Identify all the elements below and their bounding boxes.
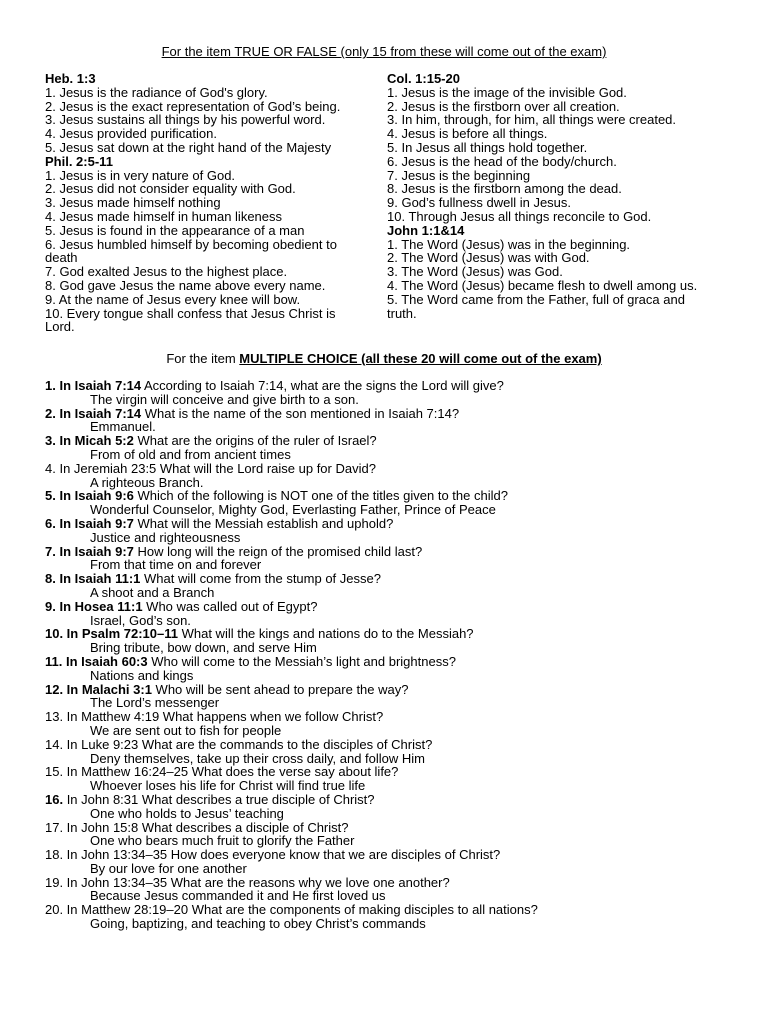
- question-reference: 6. In Isaiah 9:7: [45, 515, 134, 531]
- statement-item: 4. Jesus is before all things.: [387, 126, 548, 142]
- answer-text: A righteous Branch.: [90, 474, 204, 490]
- question-reference: 8. In Isaiah 11:1: [45, 571, 141, 587]
- statement-item: 1. Jesus is in very nature of God.: [45, 167, 236, 183]
- statement-item: 5. Jesus sat down at the right hand of the Majesty: [45, 139, 332, 155]
- answer-text: From that time on and forever: [90, 557, 262, 573]
- question-text: What will the kings and nations do to the Messiah?: [177, 626, 474, 642]
- question-item: [45, 489, 725, 517]
- question-item: [45, 572, 725, 600]
- section-title: John 1:1&14: [387, 222, 465, 238]
- question-item: [45, 765, 725, 793]
- question-reference: 3. In Micah 5:2: [45, 433, 134, 449]
- statement-item: 6. Jesus humbled himself by becoming obedient to death: [45, 236, 337, 266]
- statement-item: 7. God exalted Jesus to the highest place.: [45, 264, 288, 280]
- question-text: According to Isaiah 7:14, what are the signs the Lord will give?: [141, 378, 504, 393]
- statement-item: 8. Jesus is the firstborn among the dead.: [387, 181, 622, 197]
- heading-prefix: For the item: [166, 351, 240, 366]
- answer-text: Because Jesus commanded it and He first loved us: [90, 888, 386, 904]
- statement-item: 2. Jesus is the firstborn over all creation.: [387, 98, 620, 114]
- question-text: 15. In Matthew 16:24–25 What does the verse say about life?: [45, 764, 399, 780]
- question-text: What are the origins of the ruler of Israel?: [133, 433, 377, 449]
- answer-text: Justice and righteousness: [90, 529, 241, 545]
- true-false-heading: For the item TRUE OR FALSE (only 15 from these will come out of the exam): [161, 44, 607, 59]
- answer-text: One who bears much fruit to glorify the Father: [90, 833, 355, 849]
- question-line: [45, 572, 725, 586]
- statement-item: 8. God gave Jesus the name above every name.: [45, 277, 326, 293]
- answer-text: Wonderful Counselor, Mighty God, Everlasting Father, Prince of Peace: [90, 502, 496, 518]
- answer-text: The Lord’s messenger: [90, 695, 220, 711]
- statement-item: 1. The Word (Jesus) was in the beginning.: [387, 236, 631, 252]
- section-phil: [45, 155, 363, 334]
- heading-emphasis: MULTIPLE CHOICE (all these 20 will come out of the exam): [239, 351, 602, 366]
- answer-text: Emmanuel.: [90, 419, 156, 435]
- question-item: [45, 379, 725, 407]
- question-text: Who will be sent ahead to prepare the way?: [151, 681, 409, 697]
- statement-item: 9. At the name of Jesus every knee will bow.: [45, 291, 301, 307]
- answer-text: From of old and from ancient times: [90, 446, 291, 462]
- question-line: [45, 903, 725, 917]
- question-reference: 7. In Isaiah 9:7: [45, 543, 134, 559]
- question-line: [45, 848, 725, 862]
- question-item: [45, 517, 725, 545]
- question-line: [45, 600, 725, 614]
- answer-text: The virgin will conceive and give birth to a son.: [90, 391, 359, 407]
- statement-item: 1. Jesus is the radiance of God's glory.: [45, 84, 268, 100]
- section-title: Heb. 1:3: [45, 71, 96, 86]
- true-false-right-column: [387, 72, 707, 320]
- question-text: Who was called out of Egypt?: [142, 598, 318, 614]
- question-text: 14. In Luke 9:23 What are the commands to the disciples of Christ?: [45, 736, 433, 752]
- question-reference: 10. In Psalm 72:10–11: [45, 626, 178, 642]
- statement-item: 2. The Word (Jesus) was with God.: [387, 250, 590, 266]
- statement-item: 3. Jesus made himself nothing: [45, 195, 221, 211]
- question-line: [45, 793, 725, 807]
- statement-item: 2. Jesus is the exact representation of God’s being.: [45, 98, 341, 114]
- statement-item: 5. In Jesus all things hold together.: [387, 139, 588, 155]
- question-item: [45, 821, 725, 849]
- statement-item: 4. The Word (Jesus) became flesh to dwell among us.: [387, 277, 698, 293]
- question-text: In John 8:31 What describes a true disciple of Christ?: [63, 791, 375, 807]
- statement-item: 3. In him, through, for him, all things were created.: [387, 112, 677, 128]
- question-line: [45, 462, 725, 476]
- question-item: [45, 627, 725, 655]
- question-line: [45, 738, 725, 752]
- statement-item: 4. Jesus made himself in human likeness: [45, 208, 283, 224]
- statement-item: 7. Jesus is the beginning: [387, 167, 531, 183]
- question-text: Which of the following is NOT one of the titles given to the child?: [133, 488, 508, 504]
- statement-item: 4. Jesus provided purification.: [45, 126, 217, 142]
- question-line: [45, 434, 725, 448]
- answer-text: One who holds to Jesus’ teaching: [90, 805, 284, 821]
- statement-item: 6. Jesus is the head of the body/church.: [387, 153, 617, 169]
- question-line: [45, 765, 725, 779]
- question-reference: 9. In Hosea 11:1: [45, 598, 143, 614]
- question-line: [45, 545, 725, 559]
- question-reference: 11. In Isaiah 60:3: [45, 653, 148, 669]
- question-item: [45, 848, 725, 876]
- question-item: [45, 462, 725, 490]
- section-col: [387, 72, 707, 224]
- question-line: [45, 517, 725, 531]
- statement-item: 5. The Word came from the Father, full of graca and truth.: [387, 291, 685, 321]
- question-item: [45, 710, 725, 738]
- question-line: [45, 655, 725, 669]
- question-line: [45, 876, 725, 890]
- question-reference: 16.: [45, 791, 64, 807]
- question-text: What will come from the stump of Jesse?: [140, 571, 381, 587]
- answer-text: Israel, God’s son.: [90, 612, 191, 628]
- answer-text: Whoever loses his life for Christ will find true life: [90, 778, 366, 794]
- question-reference: 12. In Malachi 3:1: [45, 681, 152, 697]
- question-item: [45, 876, 725, 904]
- question-item: [45, 903, 725, 931]
- answer-text: Bring tribute, bow down, and serve Him: [90, 640, 317, 656]
- question-line: [45, 379, 725, 393]
- answer-text: By our love for one another: [90, 860, 247, 876]
- question-line: [45, 683, 725, 697]
- question-item: [45, 655, 725, 683]
- statement-item: 5. Jesus is found in the appearance of a man: [45, 222, 305, 238]
- answer-text: Nations and kings: [90, 667, 194, 683]
- question-line: [45, 821, 725, 835]
- question-item: [45, 738, 725, 766]
- section-heb: [45, 72, 363, 155]
- question-item: [45, 793, 725, 821]
- question-reference: 5. In Isaiah 9:6: [45, 488, 134, 504]
- question-text: What is the name of the son mentioned in Isaiah 7:14?: [141, 405, 460, 421]
- question-text: 13. In Matthew 4:19 What happens when we follow Christ?: [45, 709, 384, 725]
- statement-item: 9. God’s fullness dwell in Jesus.: [387, 195, 572, 211]
- question-text: Who will come to the Messiah’s light and brightness?: [147, 653, 456, 669]
- question-text: What will the Messiah establish and uphold?: [133, 515, 394, 531]
- statement-item: 10. Every tongue shall confess that Jesus Christ is Lord.: [45, 305, 336, 335]
- answer-text: Going, baptizing, and teaching to obey Christ’s commands: [90, 916, 426, 932]
- statement-item: 3. The Word (Jesus) was God.: [387, 264, 563, 280]
- question-reference: 2. In Isaiah 7:14: [45, 405, 142, 421]
- question-item: [45, 683, 725, 711]
- question-item: [45, 545, 725, 573]
- true-false-left-column: [45, 72, 363, 334]
- question-reference: 1. In Isaiah 7:14: [45, 378, 142, 393]
- question-line: [45, 710, 725, 724]
- statement-item: 3. Jesus sustains all things by his powerful word.: [45, 112, 326, 128]
- section-title: Phil. 2:5-11: [45, 153, 113, 169]
- question-text: 19. In John 13:34–35 What are the reasons why we love one another?: [45, 874, 450, 890]
- answer-text: We are sent out to fish for people: [90, 722, 282, 738]
- multiple-choice-heading: [0, 352, 768, 366]
- question-text: 17. In John 15:8 What describes a disciple of Christ?: [45, 819, 349, 835]
- question-text: 18. In John 13:34–35 How does everyone know that we are disciples of Christ?: [45, 847, 501, 863]
- section-title: Col. 1:15-20: [387, 71, 460, 86]
- question-text: 20. In Matthew 28:19–20 What are the components of making disciples to all nations?: [45, 902, 538, 918]
- question-item: [45, 600, 725, 628]
- section-john: [387, 224, 707, 321]
- question-text: 4. In Jeremiah 23:5 What will the Lord raise up for David?: [45, 460, 376, 476]
- question-item: [45, 407, 725, 435]
- question-line: [45, 489, 725, 503]
- answer-text: Deny themselves, take up their cross daily, and follow Him: [90, 750, 426, 766]
- statement-item: 1. Jesus is the image of the invisible God.: [387, 84, 627, 100]
- question-line: [45, 407, 725, 421]
- answer-text: A shoot and a Branch: [90, 584, 215, 600]
- statement-item: 2. Jesus did not consider equality with God.: [45, 181, 296, 197]
- multiple-choice-list: [45, 379, 725, 931]
- question-text: How long will the reign of the promised child last?: [133, 543, 423, 559]
- question-line: [45, 627, 725, 641]
- statement-item: 10. Through Jesus all things reconcile to God.: [387, 208, 652, 224]
- question-item: [45, 434, 725, 462]
